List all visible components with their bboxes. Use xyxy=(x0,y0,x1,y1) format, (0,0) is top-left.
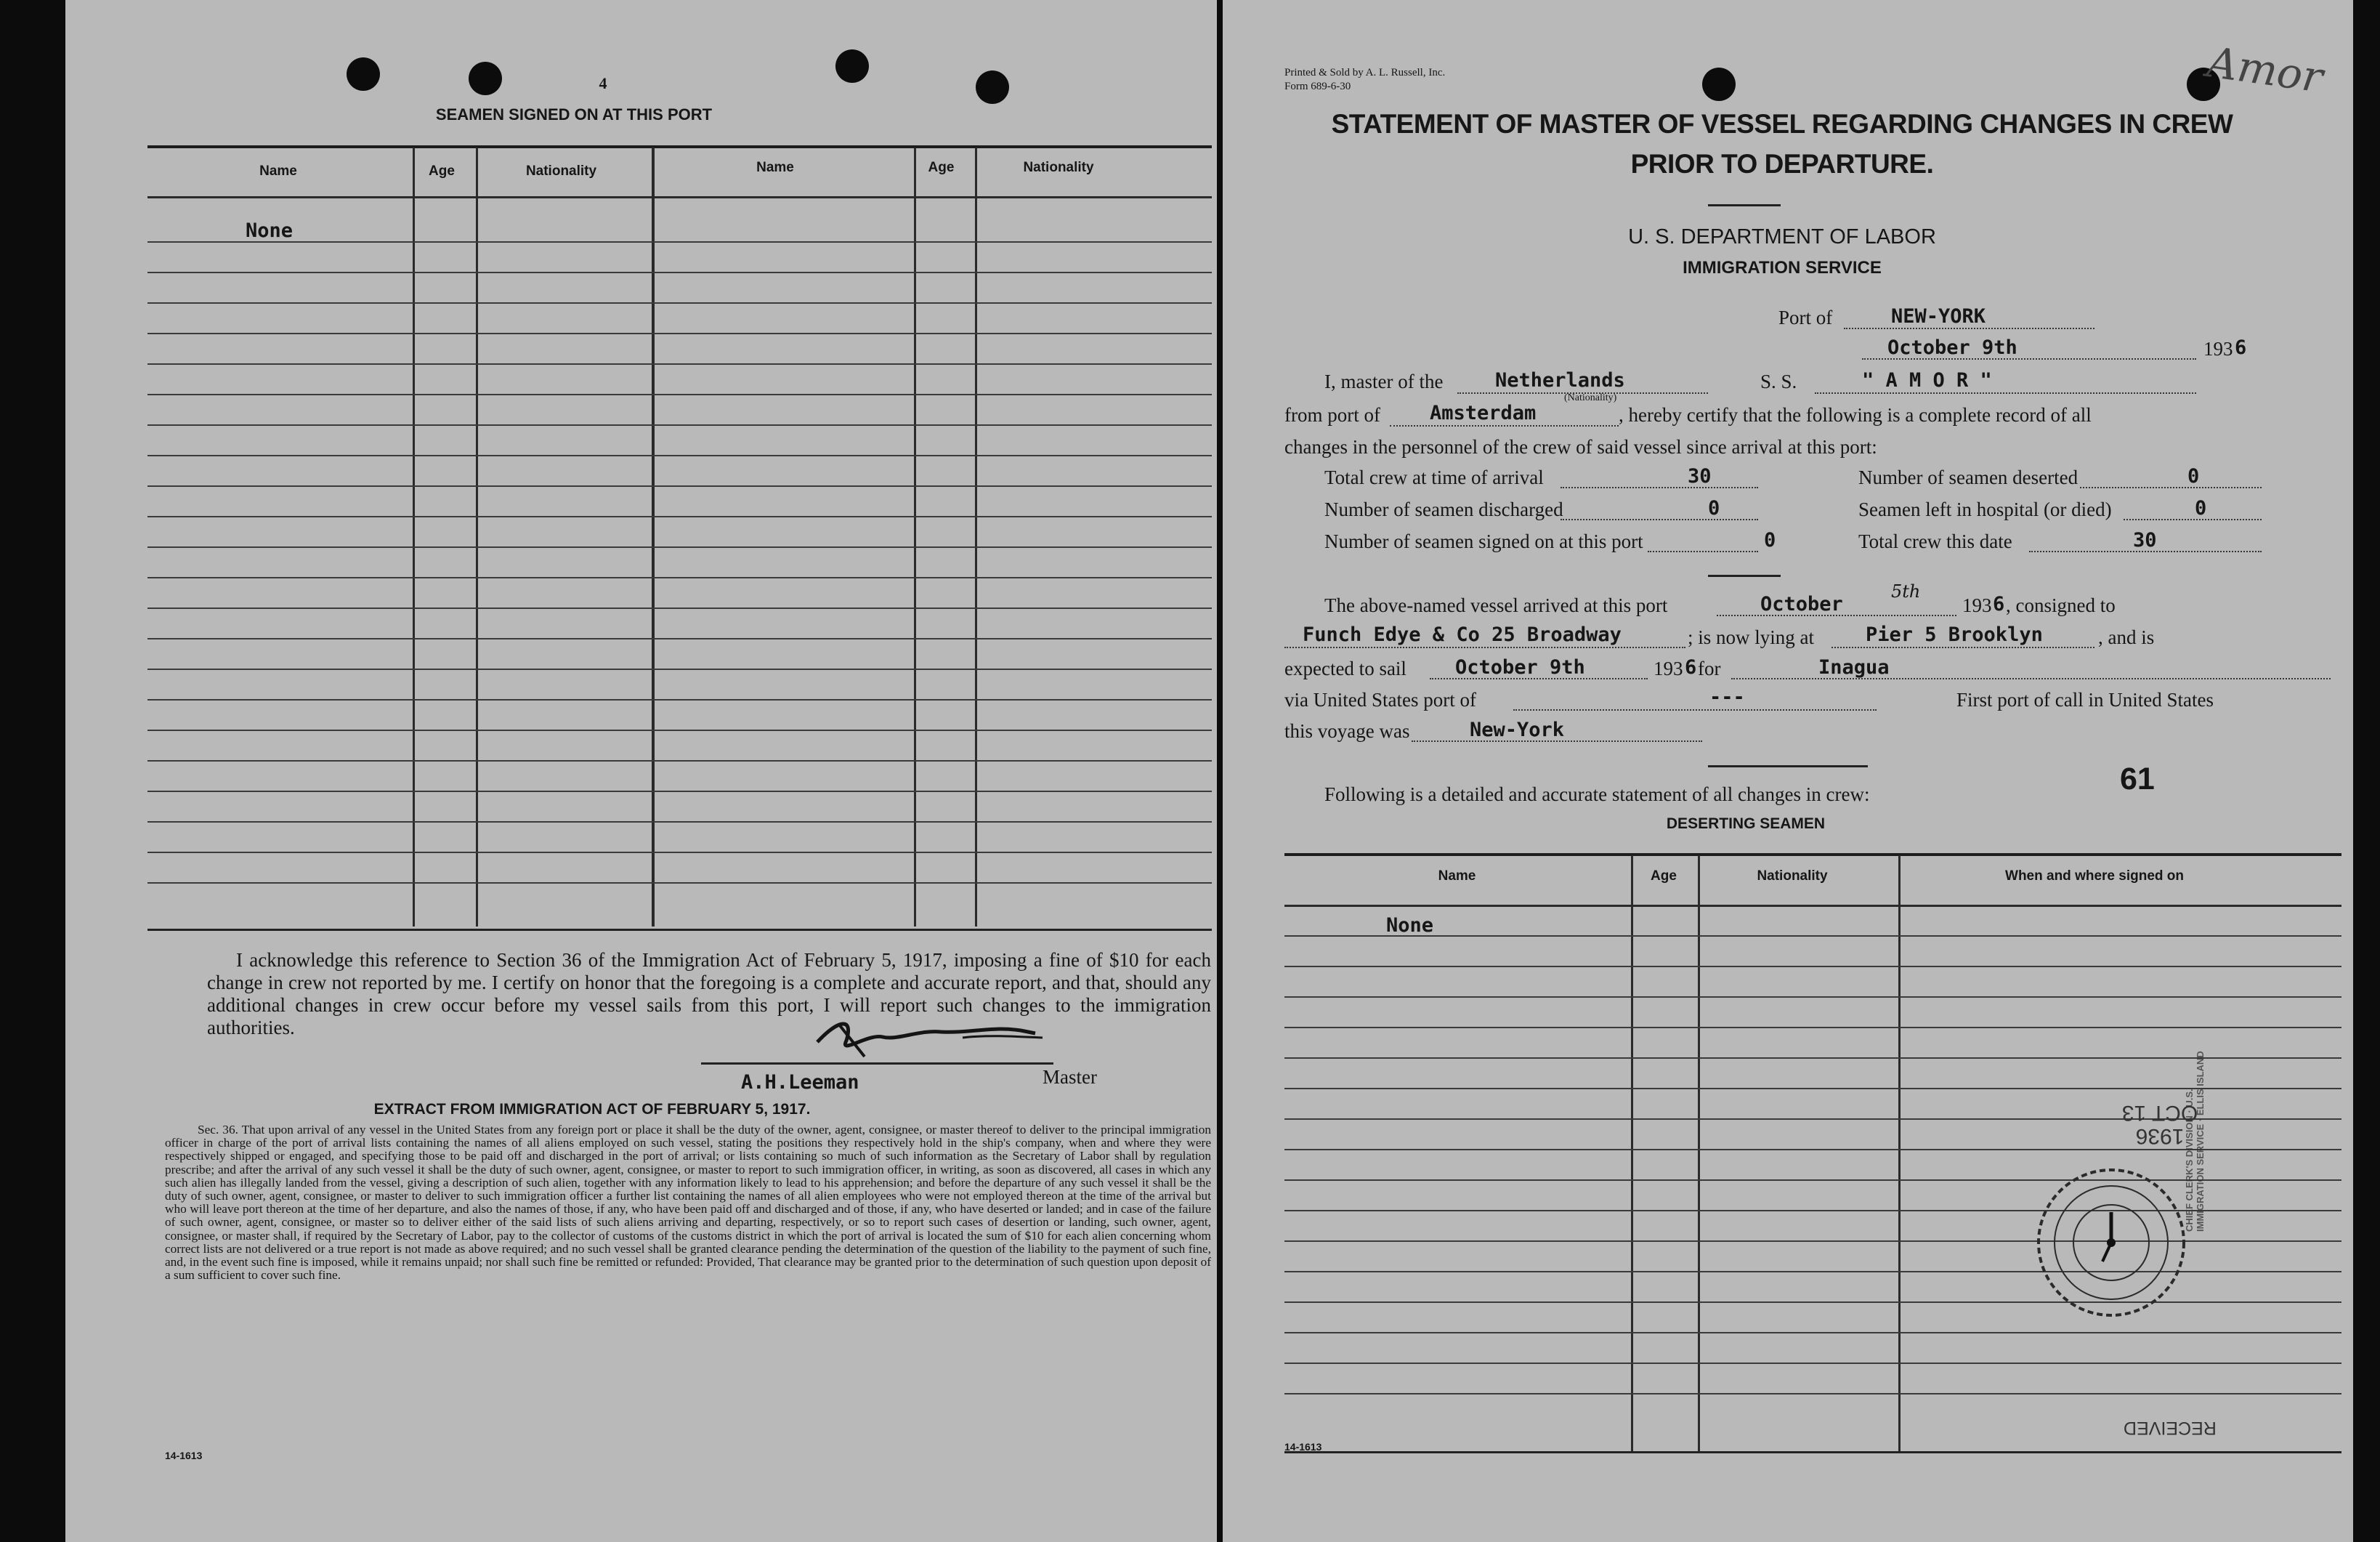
consigned-label: , consigned to xyxy=(2006,594,2116,616)
table-header-rule xyxy=(147,196,1212,198)
punch-hole xyxy=(835,49,869,83)
row-rule xyxy=(147,607,1212,609)
total-crew-date-label: Total crew this date xyxy=(1858,530,2012,552)
column-header: Nationality xyxy=(1757,868,1828,884)
and-is-label: , and is xyxy=(2098,626,2155,648)
column-divider xyxy=(413,148,415,927)
consignee-value: Funch Edye & Co 25 Broadway xyxy=(1303,623,1622,646)
lying-value: Pier 5 Brooklyn xyxy=(1866,623,2043,646)
form-title-line1: STATEMENT OF MASTER OF VESSEL REGARDING CHANGES IN CREW xyxy=(1331,109,2233,139)
punch-hole xyxy=(976,70,1009,104)
row-rule xyxy=(147,791,1212,792)
year-suffix: 6 xyxy=(2235,336,2247,359)
row-rule xyxy=(1284,966,2341,967)
expected-label: expected to sail xyxy=(1284,658,1406,679)
lying-label: ; is now lying at xyxy=(1688,626,1814,648)
punch-hole xyxy=(469,62,502,95)
total-crew-arrival-value: 30 xyxy=(1688,465,1712,488)
hospital-line xyxy=(2124,519,2262,520)
nationality-value: Netherlands xyxy=(1495,369,1625,392)
row-rule xyxy=(147,730,1212,731)
column-header: When and where signed on xyxy=(2005,868,2184,884)
left-page xyxy=(65,0,1217,1542)
column-divider xyxy=(914,148,916,927)
from-port-line xyxy=(1390,425,1619,427)
arrived-year-prefix: 193 xyxy=(1962,594,1992,616)
arrived-day: 5th xyxy=(1891,581,1921,602)
via-label: via United States port of xyxy=(1284,689,1476,711)
arrived-year-suffix: 6 xyxy=(1993,593,2005,615)
column-header: Nationality xyxy=(1023,160,1094,175)
column-header: Name xyxy=(259,164,297,179)
row-rule xyxy=(147,638,1212,639)
service-name: IMMIGRATION SERVICE xyxy=(1683,258,1882,278)
title-rule xyxy=(1708,204,1781,206)
row-rule xyxy=(1284,935,2341,937)
stamp-ring-text: CHIEF CLERK'S DIVISION · U.S. IMMIGRATION SERVICE · ELLIS ISLAND xyxy=(2184,1051,2206,1232)
for-label: for xyxy=(1698,658,1721,679)
row-rule xyxy=(147,272,1212,273)
section-title: SEAMEN SIGNED ON AT THIS PORT xyxy=(435,105,713,124)
row-rule xyxy=(1284,1027,2341,1028)
row-rule xyxy=(147,516,1212,517)
right-page xyxy=(1223,0,2353,1542)
nationality-caption: (Nationality) xyxy=(1564,392,1617,403)
port-line xyxy=(1844,328,2094,329)
ship-value: " A M O R " xyxy=(1862,369,1992,392)
destination-value: Inagua xyxy=(1818,656,1890,679)
department-name: U. S. DEPARTMENT OF LABOR xyxy=(1628,225,1936,249)
extract-text: Sec. 36. That upon arrival of any vessel in the United States from any foreign port or place it shall be the duty of the owner, agent, consignee, or master thereof to deliver to the principal immigration officer in charge of the port of arrival lists containing the names of all aliens employed on such vessel, stating the positions they respectively hold in the ship's company, when and where they were respectively shipped or engaged, and specifying those to be paid off and discharged in the port of arrival; or lists containing so much of such information as the Secretary of Labor shall by regulation prescribe; and after the arrival of any such vessel it shall be the duty of such owner, agent, consignee, or master to report to such immigration officer, in writing, as soon as discovered, all cases in which any such alien has illegally landed from the vessel, giving a description of such alien, together with any information likely to lead to his apprehension; and before the departure of any such vessel it shall be the duty of such owner, agent, consignee, or master to deliver to such immigration officer a further list containing the names of all alien employees who were not employed thereon at the time of the arrival but who will leave port thereon at the time of her departure, and also the names of those, if any, who have been paid off and discharged and of those, if any, who have deserted or landed; and in case of the failure of such owner, agent, consignee, or master so to deliver either of the said lists of such aliens arriving and departing, respectively, or so to report such cases of desertion or landing, such owner, agent, consignee, or master shall, if required by the Secretary of Labor, pay to the collector of customs of the customs district in which the port of arrival is located the sum of $10 for each alien concerning whom correct lists are not delivered or a true report is not made as above required; and no such vessel shall be granted clearance pending the determination of the question of the liability to the payment of such fine, and, in the event such fine is imposed, while it remains unpaid; nor shall such fine be remitted or refunded: Provided, That clearance may be granted prior to the determination of such question upon deposit of a sum sufficient to cover such fine. xyxy=(165,1123,1211,1283)
row-rule xyxy=(1284,996,2341,998)
deserted-label: Number of seamen deserted xyxy=(1858,467,2079,488)
seaman-entry: None xyxy=(246,219,294,242)
section-title: DESERTING SEAMEN xyxy=(1666,815,1826,832)
row-rule xyxy=(147,363,1212,365)
received-date-stamp xyxy=(2031,1163,2191,1323)
consignee-line xyxy=(1284,647,1685,648)
printer-credit: Printed & Sold by A. L. Russell, Inc. xyxy=(1284,67,1446,78)
stamp-date: 1936 OCT 13 xyxy=(2121,1101,2198,1148)
row-rule xyxy=(147,455,1212,456)
received-stamp: RECEIVED xyxy=(2124,1418,2217,1438)
deserter-entry: None xyxy=(1386,914,1434,937)
page-number: 4 xyxy=(599,74,607,92)
row-rule xyxy=(1284,1332,2341,1333)
row-rule xyxy=(1284,1393,2341,1394)
signature-line xyxy=(701,1062,1053,1065)
signature-typed: A.H.Leeman xyxy=(741,1071,859,1094)
voyage-value: New-York xyxy=(1470,719,1565,741)
deserted-line xyxy=(2080,487,2262,488)
sail-year-prefix: 193 xyxy=(1654,658,1683,679)
arrived-value: October xyxy=(1760,593,1843,615)
table-top-rule xyxy=(1284,853,2341,856)
form-code: 14-1613 xyxy=(165,1450,203,1461)
row-rule xyxy=(147,699,1212,701)
signed-on-line xyxy=(1648,551,1758,552)
acknowledgment-text: I acknowledge this reference to Section 36 of the Immigration Act of February 5, 1917, imposing a fine of $10 for each change in crew not reported by me. I certify on honor that the foregoing is a complete and accurate report, and that, should any additional changes in crew occur before my vessel sails from this port, I will report such changes to the immigration authorities. xyxy=(207,949,1211,1038)
row-rule xyxy=(147,485,1212,487)
row-rule xyxy=(147,852,1212,853)
row-rule xyxy=(147,669,1212,670)
row-rule xyxy=(147,821,1212,823)
column-divider xyxy=(1631,855,1633,1451)
row-rule xyxy=(147,577,1212,578)
column-divider xyxy=(652,148,655,927)
column-header: Age xyxy=(429,164,455,179)
row-rule xyxy=(1284,1057,2341,1059)
row-rule xyxy=(147,241,1212,243)
table-bottom-rule xyxy=(147,929,1212,931)
hospital-label: Seamen left in hospital (or died) xyxy=(1858,498,2112,520)
from-port-value: Amsterdam xyxy=(1430,402,1537,424)
column-divider xyxy=(975,148,977,927)
signed-on-label: Number of seamen signed on at this port xyxy=(1324,530,1643,552)
certify-text-continued: changes in the personnel of the crew of said vessel since arrival at this port: xyxy=(1284,436,1877,458)
first-port-label: First port of call in United States xyxy=(1956,689,2214,711)
table-header-rule xyxy=(1284,905,2341,907)
column-divider xyxy=(1898,855,1901,1451)
sail-year-suffix: 6 xyxy=(1685,656,1697,679)
column-header: Name xyxy=(1438,868,1476,884)
port-value: NEW-YORK xyxy=(1891,305,1986,328)
section-rule xyxy=(1708,765,1868,767)
stamp-number: 61 xyxy=(2120,762,2155,796)
hospital-value: 0 xyxy=(2195,497,2207,520)
signature-label: Master xyxy=(1043,1066,1097,1088)
signed-on-value: 0 xyxy=(1764,529,1776,552)
form-code: 14-1613 xyxy=(1284,1441,1322,1453)
total-crew-date-value: 30 xyxy=(2133,529,2157,552)
table-top-rule xyxy=(147,145,1212,148)
column-header: Age xyxy=(1651,868,1677,884)
section-rule xyxy=(1708,575,1781,577)
row-rule xyxy=(147,333,1212,334)
master-signature xyxy=(796,1012,1188,1062)
discharged-value: 0 xyxy=(1708,497,1720,520)
via-value: --- xyxy=(1709,686,1745,709)
row-rule xyxy=(147,424,1212,426)
total-crew-arrival-label: Total crew at time of arrival xyxy=(1324,467,1544,488)
date-value: October 9th xyxy=(1887,336,2017,359)
following-text: Following is a detailed and accurate statement of all changes in crew: xyxy=(1324,783,1870,805)
punch-hole xyxy=(347,57,380,91)
expected-value: October 9th xyxy=(1455,656,1585,679)
discharged-label: Number of seamen discharged xyxy=(1324,498,1563,520)
port-label: Port of xyxy=(1778,307,1833,328)
handwritten-note: Amor xyxy=(2204,37,2326,102)
row-rule xyxy=(147,760,1212,762)
punch-hole xyxy=(1702,68,1736,101)
certify-text: , hereby certify that the following is a complete record of all xyxy=(1619,404,2092,426)
row-rule xyxy=(147,882,1212,884)
master-of-label: I, master of the xyxy=(1324,371,1444,392)
row-rule xyxy=(147,302,1212,304)
discharged-line xyxy=(1561,519,1758,520)
column-divider xyxy=(476,148,478,927)
row-rule xyxy=(1284,1363,2341,1364)
row-rule xyxy=(1284,1088,2341,1089)
column-header: Name xyxy=(756,160,794,175)
table-bottom-rule xyxy=(1284,1451,2341,1453)
deserted-value: 0 xyxy=(2187,465,2200,488)
from-port-label: from port of xyxy=(1284,404,1380,426)
arrived-label: The above-named vessel arrived at this port xyxy=(1324,594,1668,616)
row-rule xyxy=(1284,1149,2341,1150)
form-number: Form 689-6-30 xyxy=(1284,81,1351,92)
column-header: Age xyxy=(928,160,955,175)
column-header: Nationality xyxy=(525,164,597,179)
column-divider xyxy=(1698,855,1700,1451)
via-line xyxy=(1513,709,1877,711)
row-rule xyxy=(147,546,1212,548)
lying-line xyxy=(1831,647,2094,648)
row-rule xyxy=(147,394,1212,395)
total-crew-arrival-line xyxy=(1561,487,1758,488)
form-title-line2: PRIOR TO DEPARTURE. xyxy=(1630,149,1934,179)
ship-line xyxy=(1815,392,2196,394)
ss-label: S. S. xyxy=(1760,371,1797,392)
voyage-label: this voyage was xyxy=(1284,720,1410,742)
year-prefix: 193 xyxy=(2203,338,2233,360)
extract-title: EXTRACT FROM IMMIGRATION ACT OF FEBRUARY 5, 1917. xyxy=(373,1101,811,1118)
